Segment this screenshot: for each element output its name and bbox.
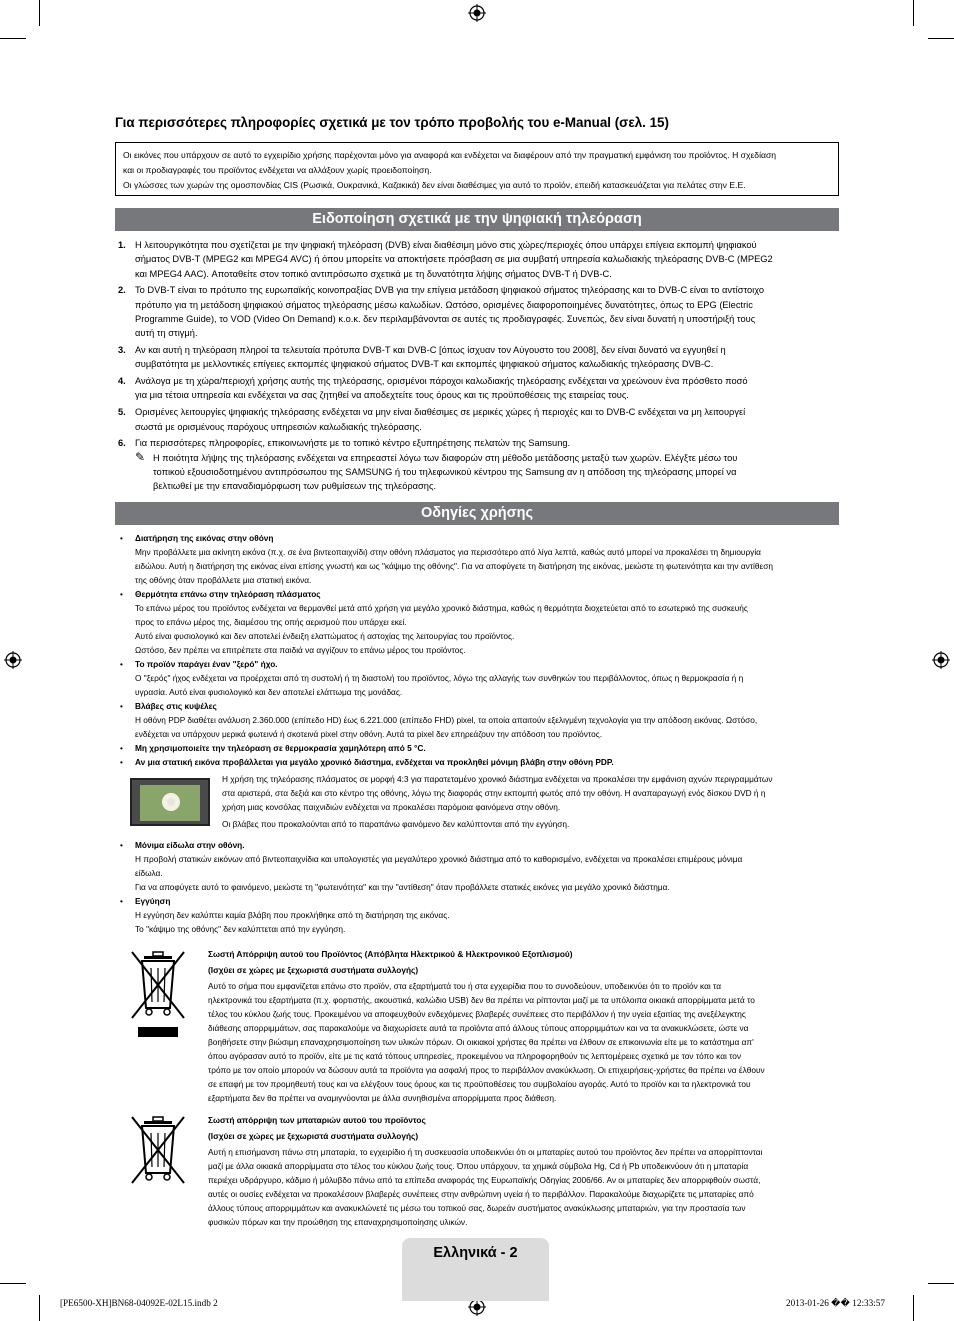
bullet-item xyxy=(118,699,838,741)
paragraph-line: διάθεσης απορριμμάτων, σας παρακαλούμε να διαχωρίσετε αυτά τα προϊόντα από άλλους τύπους απορριμμάτων και να τα ανακυκλώσετε, ώστε να xyxy=(208,1023,749,1033)
item-line: Ανάλογα με τη χώρα/περιοχή χρήσης αυτής της τηλεόρασης, ορισμένοι πάροχοι καλωδιακής τηλεόρασης ενδέχεται να χρεώνουν ένα πρόσθετο ποσό xyxy=(135,376,748,387)
bullet-line: Το "κάψιμο της οθόνης" δεν καλύπτεται από την εγγύηση. xyxy=(135,924,346,934)
numbered-item xyxy=(115,405,845,434)
instructions-list xyxy=(118,531,838,769)
bullet-item xyxy=(118,755,838,769)
item-line: Για περισσότερες πληροφορίες, επικοινωνήστε με το τοπικό κέντρο εξυπηρέτησης πελατών της Samsung. xyxy=(135,438,571,449)
bullet-line: Ο "ξερός" ήχος ενδέχεται να προέρχεται από τη συστολή ή τη διαστολή του προϊόντος, λόγω της αλλαγής των συνθηκών του περιβάλλοντος, όπως η θερμοκρασία ή η xyxy=(135,673,744,683)
item-line: αυτή τη στιγμή. xyxy=(135,328,198,339)
note-line: βελτιωθεί με την επαναδιαμόρφωση των ρυθμίσεων της τηλεόρασης. xyxy=(153,481,437,492)
battery-subtitle: (Ισχύει σε χώρες με ξεχωριστά συστήματα συλλογής) xyxy=(208,1131,419,1141)
digital-tv-list xyxy=(115,238,845,496)
screen-picture xyxy=(140,785,200,821)
item-number: 5. xyxy=(118,407,126,418)
battery-section xyxy=(208,1113,828,1229)
bullet-line: προς το επάνω μέρος της, διαμέσου της οπής αερισμού που υπάρχει εκεί. xyxy=(135,617,407,627)
bullet-item xyxy=(118,894,838,936)
bullet-item xyxy=(118,838,838,894)
crop-mark xyxy=(913,0,914,26)
bullet-heading: Εγγύηση xyxy=(135,896,171,906)
numbered-item xyxy=(115,343,845,372)
bullet-heading: Μη χρησιμοποιείτε την τηλεόραση σε θερμοκρασία χαμηλότερη από 5 °C. xyxy=(135,743,426,753)
note-line: τοπικού εξουσιοδοτημένου αντιπρόσωπου της SAMSUNG ή του τηλεφωνικού κέντρου της Samsung αν η απόδοση της τηλεόρασης μπορεί να xyxy=(153,466,737,477)
item-line: Το DVB-T είναι το πρότυπο της ευρωπαϊκής κοινοπραξίας DVB για την επίγεια μετάδοση ψηφιακού σήματος τηλεόρασης και το DVB-C είναι το αντίστοιχο xyxy=(135,285,765,296)
note-block xyxy=(135,451,845,494)
registration-mark-icon xyxy=(468,4,486,22)
numbered-item xyxy=(115,436,845,493)
section-title-instructions: Οδηγίες χρήσης xyxy=(115,502,839,525)
item-line: και MPEG4 AAC). Αποταθείτε στον τοπικό αντιπρόσωπο σχετικά με τη δυνατότητα λήψης σήματος DVB-T ή DVB-C. xyxy=(135,268,612,279)
bullet-dot: • xyxy=(120,589,123,599)
page-number-tab: Ελληνικά - 2 xyxy=(402,1238,549,1301)
crossed-bin-battery-icon xyxy=(127,1113,189,1193)
bullet-heading: Μόνιμα είδωλα στην οθόνη. xyxy=(135,840,245,850)
bullet-heading: Θερμότητα επάνω στην τηλεόραση πλάσματος xyxy=(135,589,321,599)
crop-mark xyxy=(0,38,26,39)
paragraph-line: ηλεκτρονικά του εξαρτήματα (π.χ. φορτιστής, ακουστικά, καλώδιο USB) δεν θα πρέπει να ρίπτονται μαζί με τα υπόλοιπα οικιακά απορρίμματα μετά το xyxy=(208,995,755,1005)
bullet-line: Η εγγύηση δεν καλύπτει καμία βλάβη που προκλήθηκε από τη διατήρηση της εικόνας. xyxy=(135,910,450,920)
weee-subtitle: (Ισχύει σε χώρες με ξεχωριστά συστήματα συλλογής) xyxy=(208,965,419,975)
bullet-line: της οθόνης όταν προβάλλετε μια στατική εικόνα. xyxy=(135,575,312,585)
bullet-dot: • xyxy=(120,840,123,850)
paragraph-line: Αυτή η επισήμανση πάνω στη μπαταρία, το εγχειρίδιο ή τη συσκευασία υποδεικνύει ότι οι μπαταρίες αυτού του προϊόντος δεν πρέπει να απορρίπτονται xyxy=(208,1147,763,1157)
paragraph-line: περιέχει υδράργυρο, κάδμιο ή μόλυβδο πάνω από τα επίπεδα αναφοράς της Ευρωπαϊκής Οδηγίας 2006/66. Αν οι μπαταρίες δεν απορριφθούν σωστά, xyxy=(208,1175,761,1185)
bullet-line: Το επάνω μέρος του προϊόντος ενδέχεται να θερμανθεί μετά από χρήση για μεγάλο χρονικό διάστημα, καθώς η θερμότητα διοχετεύεται από το εσωτερικό της συσκευής xyxy=(135,603,748,613)
item-line: Ορισμένες λειτουργίες ψηφιακής τηλεόρασης ενδέχεται να μην είναι διαθέσιμες σε μερικές χώρες ή περιοχές και το DVB-C ενδέχεται να μη λειτουργεί xyxy=(135,407,746,418)
numbered-item xyxy=(115,238,845,281)
paragraph-line: όπου αγόρασαν αυτό το προϊόν, είτε με τις κατά τόπους υπηρεσίες, προκειμένου να πληροφορηθούν τις λεπτομέρειες σχετικά με τον τόπο και τον xyxy=(208,1051,742,1061)
screen-burn-text xyxy=(222,772,828,834)
bullet-item xyxy=(118,587,838,657)
screen-burn-line: Η χρήση της τηλεόρασης πλάσματος σε μορφή 4:3 για παρατεταμένο χρονικό διάστημα ενδέχεται να προκαλέσει την εμφάνιση αχνών περιγραμμάτων xyxy=(222,774,773,784)
crop-mark xyxy=(928,38,954,39)
bullet-heading: Διατήρηση της εικόνας στην οθόνη xyxy=(135,533,274,543)
bullet-line: είδωλα. xyxy=(135,868,163,878)
item-number: 4. xyxy=(118,376,126,387)
bullet-heading: Το προϊόν παράγει έναν "ξερό" ήχο. xyxy=(135,659,278,669)
crop-mark xyxy=(913,1295,914,1321)
note-pencil-icon: ✎ xyxy=(135,449,146,464)
numbered-item xyxy=(115,374,845,403)
paragraph-line: βοηθήσετε στην βιώσιμη επαναχρησιμοποίηση των υλικών πόρων. Οι οικιακοί χρήστες θα πρέπει να έλθουν σε επικοινωνία είτε με το κατάστημα απ' xyxy=(208,1037,754,1047)
bullet-dot: • xyxy=(120,533,123,543)
bullet-line: Για να αποφύγετε αυτό το φαινόμενο, μειώστε τη "φωτεινότητα" και την "αντίθεση" όταν προβάλλετε στατικές εικόνες για μεγάλο χρονικό διάστημα. xyxy=(135,882,670,892)
screen-burn-paragraph xyxy=(222,772,828,814)
footer-timestamp: 2013-01-26 �� 12:33:57 xyxy=(786,1298,885,1308)
flower-graphic xyxy=(162,793,180,811)
bullet-dot: • xyxy=(120,701,123,711)
item-line: συμβατότητα με μελλοντικές επίγειες εκπομπές ψηφιακού σήματος DVB-T και εκπομπές ψηφιακού σήματος καλωδιακής τηλεόρασης DVB-C. xyxy=(135,359,714,370)
bullet-heading: Βλάβες στις κυψέλες xyxy=(135,701,217,711)
paragraph-line: Αυτό το σήμα που εμφανίζεται επάνω στο προϊόν, στα εξαρτήματά του ή στα εγχειρίδια που το συνοδεύουν, υποδεικνύει ότι το προϊόν και τα xyxy=(208,981,721,991)
item-line: πρότυπο για τη μετάδοση ψηφιακού σήματος τηλεόρασης μέσω καλωδίων. Ωστόσο, ορισμένες διαφοροποιημένες δυνατότητες, όπως το EPG (Electric xyxy=(135,299,753,310)
bullet-item xyxy=(118,657,838,699)
crop-mark xyxy=(0,1283,26,1284)
registration-mark-icon xyxy=(4,651,22,669)
registration-mark-icon xyxy=(932,651,950,669)
bullet-dot: • xyxy=(120,896,123,906)
instructions-list-2 xyxy=(118,838,838,936)
bullet-line: ενδέχεται να υπάρχουν μερικά φωτεινά ή σκοτεινά pixel στην οθόνη. Αυτά τα pixel δεν επηρεάζουν την απόδοση του προϊόντος. xyxy=(135,729,603,739)
tv-screen-image xyxy=(130,778,210,826)
paragraph-line: αυτές οι ουσίες ενδέχεται να προκαλέσουν βλαβερές συνέπειες στην ανθρώπινη υγεία ή το περιβάλλον. Παρακαλούμε διαχωρίζετε τις μπαταρίες από xyxy=(208,1189,754,1199)
item-number: 6. xyxy=(118,438,126,449)
crop-mark xyxy=(39,0,40,26)
crop-mark xyxy=(39,1295,40,1321)
paragraph-line: μαζί με άλλα οικιακά απορρίμματα στο τέλος του κύκλου ζωής τους. Όπου υπάρχουν, τα χημικά σύμβολα Hg, Cd ή Pb υποδεικνύουν ότι η μπαταρία xyxy=(208,1161,749,1171)
page-heading: Για περισσότερες πληροφορίες σχετικά με τον τρόπο προβολής του e-Manual (σελ. 15) xyxy=(115,115,669,130)
bullet-line: Ωστόσο, δεν πρέπει να επιτρέπετε στα παιδιά να αγγίζουν το επάνω μέρος του προϊόντος. xyxy=(135,645,466,655)
paragraph-line: εξαρτήματα δεν θα πρέπει να αναμιγνύονται με άλλα συνηθισμένα απορρίμματα προς διάθεση. xyxy=(208,1093,557,1103)
weee-section xyxy=(208,947,828,1105)
warranty-note: Οι βλάβες που προκαλούνται από το παραπάνω φαινόμενο δεν καλύπτονται από την εγγύηση. xyxy=(222,819,570,829)
disclaimer-box xyxy=(115,142,839,196)
note-line: Η ποιότητα λήψης της τηλεόρασης ενδέχεται να επηρεαστεί λόγω των διαφορών στη μέθοδο μετάδοσης μεταξύ των χωρών. Ελέγξτε μέσω του xyxy=(153,452,738,463)
footer-file-info: [PE6500-XH]BN68-04092E-02L15.indb 2 xyxy=(60,1298,218,1308)
item-line: Αν και αυτή η τηλεόραση πληροί τα τελευταία πρότυπα DVB-T και DVB-C [όπως ίσχυαν τον Αύγουστο του 2008], δεν είναι δυνατό να εγγυηθεί η xyxy=(135,345,726,356)
section-title-digital-tv: Ειδοποίηση σχετικά με την ψηφιακή τηλεόραση xyxy=(115,208,839,231)
paragraph-line: τέλος του κύκλου ζωής τους. Προκειμένου να αποφευχθούν ενδεχόμενες βλαβερές συνέπειες στο περιβάλλον ή την υγεία εξαιτίας της ανεξέλεγκτης xyxy=(208,1009,746,1019)
bullet-dot: • xyxy=(120,659,123,669)
disclaimer-line: και οι προδιαγραφές του προϊόντος ενδέχεται να αλλάξουν χωρίς προειδοποίηση. xyxy=(123,165,432,175)
disclaimer-line: Οι εικόνες που υπάρχουν σε αυτό το εγχειρίδιο χρήσης παρέχονται μόνο για αναφορά και ενδέχεται να διαφέρουν από την πραγματική εμφάνιση του προϊόντος. Η σχεδίαση xyxy=(123,150,777,160)
bullet-line: Αυτό είναι φυσιολογικό και δεν αποτελεί ένδειξη ελαττώματος ή αστοχίας της λειτουργίας του προϊόντος. xyxy=(135,631,515,641)
item-line: Η λειτουργικότητα που σχετίζεται με την ψηφιακή τηλεόραση (DVB) είναι διαθέσιμη μόνο στις χώρες/περιοχές όπου υπάρχει επίγεια εκπομπή ψηφιακού xyxy=(135,240,757,250)
bullet-dot: • xyxy=(120,757,123,767)
crop-mark xyxy=(928,1283,954,1284)
bullet-heading: Αν μια στατική εικόνα προβάλλεται για μεγάλο χρονικό διάστημα, ενδέχεται να προκληθεί μόνιμη βλάβη στην οθόνη PDP. xyxy=(135,757,614,767)
battery-title: Σωστή απόρριψη των μπαταριών αυτού του προϊόντος xyxy=(208,1115,426,1125)
bullet-line: Μην προβάλλετε μια ακίνητη εικόνα (π.χ. σε ένα βιντεοπαιχνίδι) στην οθόνη πλάσματος για περισσότερο από λίγα λεπτά, καθώς αυτό μπορεί να προκαλέσει τη δημιουργία xyxy=(135,547,761,557)
bullet-line: ειδώλου. Αυτή η διατήρηση της εικόνας είναι επίσης γνωστή και ως "κάψιμο της οθόνης". Για να αποφύγετε τη διατήρηση της εικόνας, μειώστε τη φωτεινότητα και την αντίθεση xyxy=(135,561,773,571)
bullet-item xyxy=(118,741,838,755)
item-line: σήματος DVB-T (MPEG2 και MPEG4 AVC) ή όπου μπορείτε να αποκτήσετε πρόσβαση σε μια συμβατή υπηρεσία καλωδιακής τηλεόρασης DVB-C (MPEG2 xyxy=(135,254,773,265)
weee-title: Σωστή Απόρριψη αυτού του Προϊόντος (Απόβλητα Ηλεκτρικού & Ηλεκτρονικού Εξοπλισμού) xyxy=(208,949,573,959)
bullet-dot: • xyxy=(120,743,123,753)
item-line: Programme Guide), το VOD (Video On Demand) κ.ο.κ. δεν περιλαμβάνονται σε αυτές τις προδιαγραφές. Συνεπώς, δεν είναι δυνατή η υποστήριξή τους xyxy=(135,313,756,324)
bullet-item xyxy=(118,531,838,587)
item-number: 2. xyxy=(118,285,126,296)
crossed-bin-weee-icon xyxy=(127,948,189,1044)
item-line: για μια τέτοια υπηρεσία και ενδέχεται να σας ζητηθεί να αποδεχτείτε τους όρους και τις προϋποθέσεις της εταιρείας τους. xyxy=(135,390,629,401)
item-line: σωστά με ορισμένους παρόχους υπηρεσιών καλωδιακής τηλεόρασης. xyxy=(135,421,422,432)
bullet-line: υγρασία. Αυτό είναι φυσιολογικό και δεν αποτελεί ελάττωμα της μονάδας. xyxy=(135,687,403,697)
paragraph-line: τρόπο με τον οποίο μπορούν να δώσουν αυτά τα προϊόντα για ασφαλή προς το περιβάλλον ανακύκλωση. Οι επιχειρήσεις-χρήστες θα πρέπει να έλθουν xyxy=(208,1065,765,1075)
paragraph-line: άλλους τύπους απορριμμάτων και ανακυκλώνετέ τις μέσω του τοπικού σας, δωρεάν συστήματος ανακύκλωσης μπαταριών, για την προστασία των xyxy=(208,1203,746,1213)
disclaimer-line: Οι γλώσσες των χωρών της ομοσπονδίας CIS (Ρωσικά, Ουκρανικά, Καζακικά) δεν είναι διαθέσιμες για αυτό το προϊόν, επειδή κατασκευάζεται για πελάτες στην Ε.Ε. xyxy=(123,180,746,190)
bullet-line: Η οθόνη PDP διαθέτει ανάλυση 2.360.000 (επίπεδο HD) έως 6.221.000 (επίπεδο FHD) pixel, τα οποία απαιτούν εξελιγμένη τεχνολογία για την απόδοση εικόνας. Ωστόσο, xyxy=(135,715,758,725)
numbered-item xyxy=(115,283,845,340)
item-number: 1. xyxy=(118,240,126,250)
screen-burn-line: χρήση μιας κονσόλας παιχνιδιών ενδέχεται να προκαλέσει παρόμοια φαινόμενα στην οθόνη. xyxy=(222,802,561,812)
paragraph-line: φυσικών πόρων και την προώθηση της επαναχρησιμοποίησης υλικών. xyxy=(208,1217,468,1227)
item-number: 3. xyxy=(118,345,126,356)
screen-burn-line: στα αριστερά, στα δεξιά και στο κέντρο της οθόνης, λόγω της διαφοράς στην εκπομπή φωτός από την οθόνη. Η αναπαραγωγή ενός δίσκου DVD ή η xyxy=(222,788,766,798)
paragraph-line: σε επαφή με τον προμηθευτή τους και να ελέγξουν τους όρους και τις προϋποθέσεις του συμβολαίου αγοράς. Αυτό το προϊόν και τα ηλεκτρονικά του xyxy=(208,1079,751,1089)
bullet-line: Η προβολή στατικών εικόνων από βιντεοπαιχνίδια και υπολογιστές για μεγαλύτερο χρονικό διάστημα από το καθορισμένο, ενδέχεται να προκαλέσει επιμέρους μόνιμα xyxy=(135,854,743,864)
